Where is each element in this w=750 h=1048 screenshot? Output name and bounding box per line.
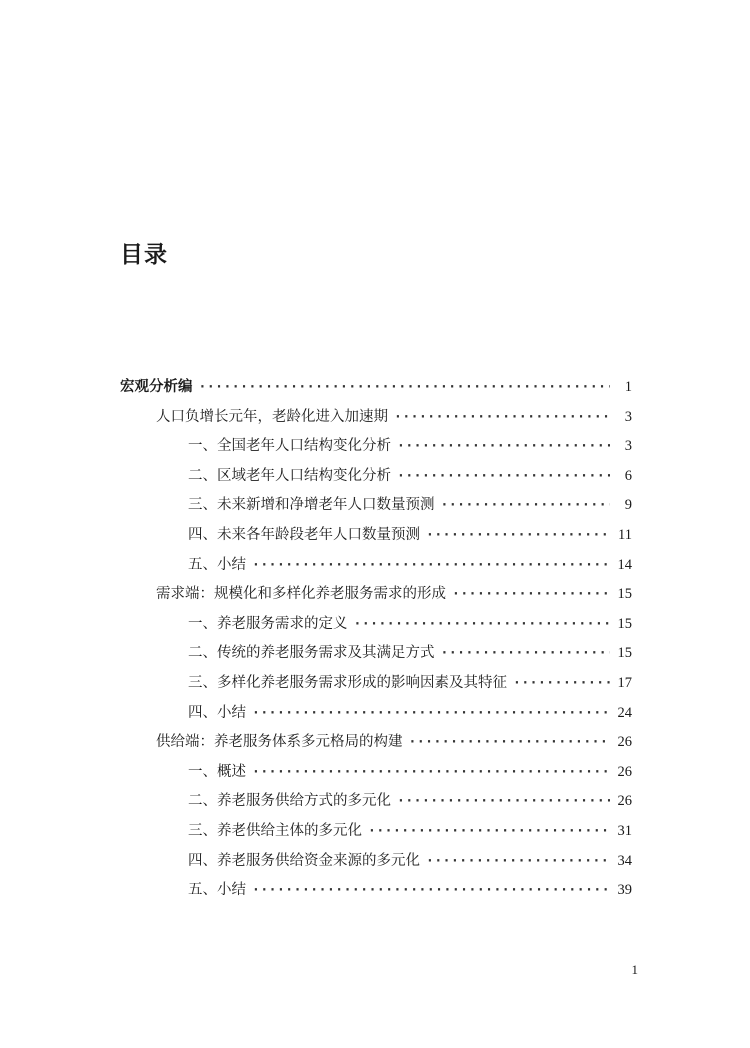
toc-entry-page: 34 bbox=[617, 852, 632, 869]
toc-entry-label: 需求端：规模化和多样化养老服务需求的形成 bbox=[156, 586, 446, 603]
toc-entry-page: 24 bbox=[617, 704, 632, 721]
dot-leader bbox=[397, 435, 610, 458]
toc-entry-page: 6 bbox=[624, 467, 632, 484]
toc-entry-page: 26 bbox=[617, 793, 632, 810]
toc-entry-label: 宏观分析编 bbox=[120, 379, 193, 395]
toc-entry-label: 人口负增长元年，老龄化进入加速期 bbox=[156, 408, 388, 425]
dot-leader bbox=[394, 406, 610, 429]
toc-entry-label: 一、概述 bbox=[188, 763, 246, 780]
toc-entry-page: 3 bbox=[624, 438, 632, 455]
toc-entry-page: 11 bbox=[618, 527, 632, 543]
toc-entry-page: 26 bbox=[617, 763, 632, 780]
dot-leader bbox=[252, 702, 610, 725]
toc-entry[interactable] bbox=[188, 761, 632, 783]
toc-entry-label: 三、未来新增和净增老年人口数量预测 bbox=[188, 497, 435, 514]
toc-entry-page: 9 bbox=[624, 497, 632, 514]
toc-entry-label: 五、小结 bbox=[188, 556, 246, 573]
dot-leader bbox=[409, 731, 611, 754]
toc-entry-page: 15 bbox=[617, 586, 632, 603]
toc-entry-label: 三、养老供给主体的多元化 bbox=[188, 823, 362, 839]
toc-entry-label: 三、多样化养老服务需求形成的影响因素及其特征 bbox=[188, 675, 507, 691]
toc-entry-label: 供给端：养老服务体系多元格局的构建 bbox=[156, 734, 403, 751]
dot-leader bbox=[368, 820, 610, 843]
page-title: 目录 bbox=[120, 242, 168, 268]
toc-entry-page: 39 bbox=[617, 882, 632, 899]
toc-entry[interactable] bbox=[188, 820, 632, 842]
toc-entry-label: 四、养老服务供给资金来源的多元化 bbox=[188, 852, 420, 869]
toc-entry[interactable] bbox=[120, 376, 632, 398]
toc-entry-label: 四、小结 bbox=[188, 704, 246, 721]
toc-entry[interactable] bbox=[188, 790, 632, 812]
toc-entry-label: 一、全国老年人口结构变化分析 bbox=[188, 438, 391, 455]
dot-leader bbox=[441, 494, 611, 517]
toc-entry[interactable] bbox=[188, 613, 632, 635]
toc-entry[interactable] bbox=[188, 642, 632, 664]
toc-entry[interactable] bbox=[188, 554, 632, 576]
dot-leader bbox=[426, 524, 610, 547]
toc-entry[interactable] bbox=[156, 583, 632, 605]
toc-entry-label: 二、区域老年人口结构变化分析 bbox=[188, 467, 391, 484]
toc-entry-page: 17 bbox=[617, 675, 632, 691]
dot-leader bbox=[252, 761, 610, 784]
toc-entry[interactable] bbox=[188, 672, 632, 694]
dot-leader bbox=[354, 613, 611, 636]
toc-entry[interactable] bbox=[188, 850, 632, 872]
toc-entry[interactable] bbox=[188, 494, 632, 516]
toc-entry[interactable] bbox=[156, 406, 632, 428]
dot-leader bbox=[199, 376, 611, 399]
toc-entry[interactable] bbox=[188, 435, 632, 457]
dot-leader bbox=[397, 790, 610, 813]
toc-entry-page: 26 bbox=[617, 734, 632, 751]
toc-entry-page: 15 bbox=[617, 645, 632, 662]
toc-entry[interactable] bbox=[188, 524, 632, 546]
toc-entry[interactable] bbox=[188, 879, 632, 901]
dot-leader bbox=[441, 642, 611, 665]
toc-entry[interactable] bbox=[188, 702, 632, 724]
toc-entry-label: 五、小结 bbox=[188, 882, 246, 899]
toc-entry[interactable] bbox=[188, 465, 632, 487]
dot-leader bbox=[397, 465, 610, 488]
dot-leader bbox=[426, 850, 610, 873]
dot-leader bbox=[513, 672, 610, 695]
dot-leader bbox=[252, 879, 610, 902]
toc-entry-page: 31 bbox=[617, 823, 632, 839]
toc-entry-label: 二、传统的养老服务需求及其满足方式 bbox=[188, 645, 435, 662]
toc-entry-page: 15 bbox=[617, 615, 632, 632]
dot-leader bbox=[452, 583, 610, 606]
toc-entry-label: 一、养老服务需求的定义 bbox=[188, 615, 348, 632]
page-number: 1 bbox=[631, 962, 638, 977]
toc-entry-page: 1 bbox=[624, 379, 632, 395]
toc-entry-page: 3 bbox=[624, 408, 632, 425]
toc-entry-label: 二、养老服务供给方式的多元化 bbox=[188, 793, 391, 810]
dot-leader bbox=[252, 554, 610, 577]
toc-entry-label: 四、未来各年龄段老年人口数量预测 bbox=[188, 527, 420, 543]
toc-entry[interactable] bbox=[156, 731, 632, 753]
toc-entry-page: 14 bbox=[617, 556, 632, 573]
